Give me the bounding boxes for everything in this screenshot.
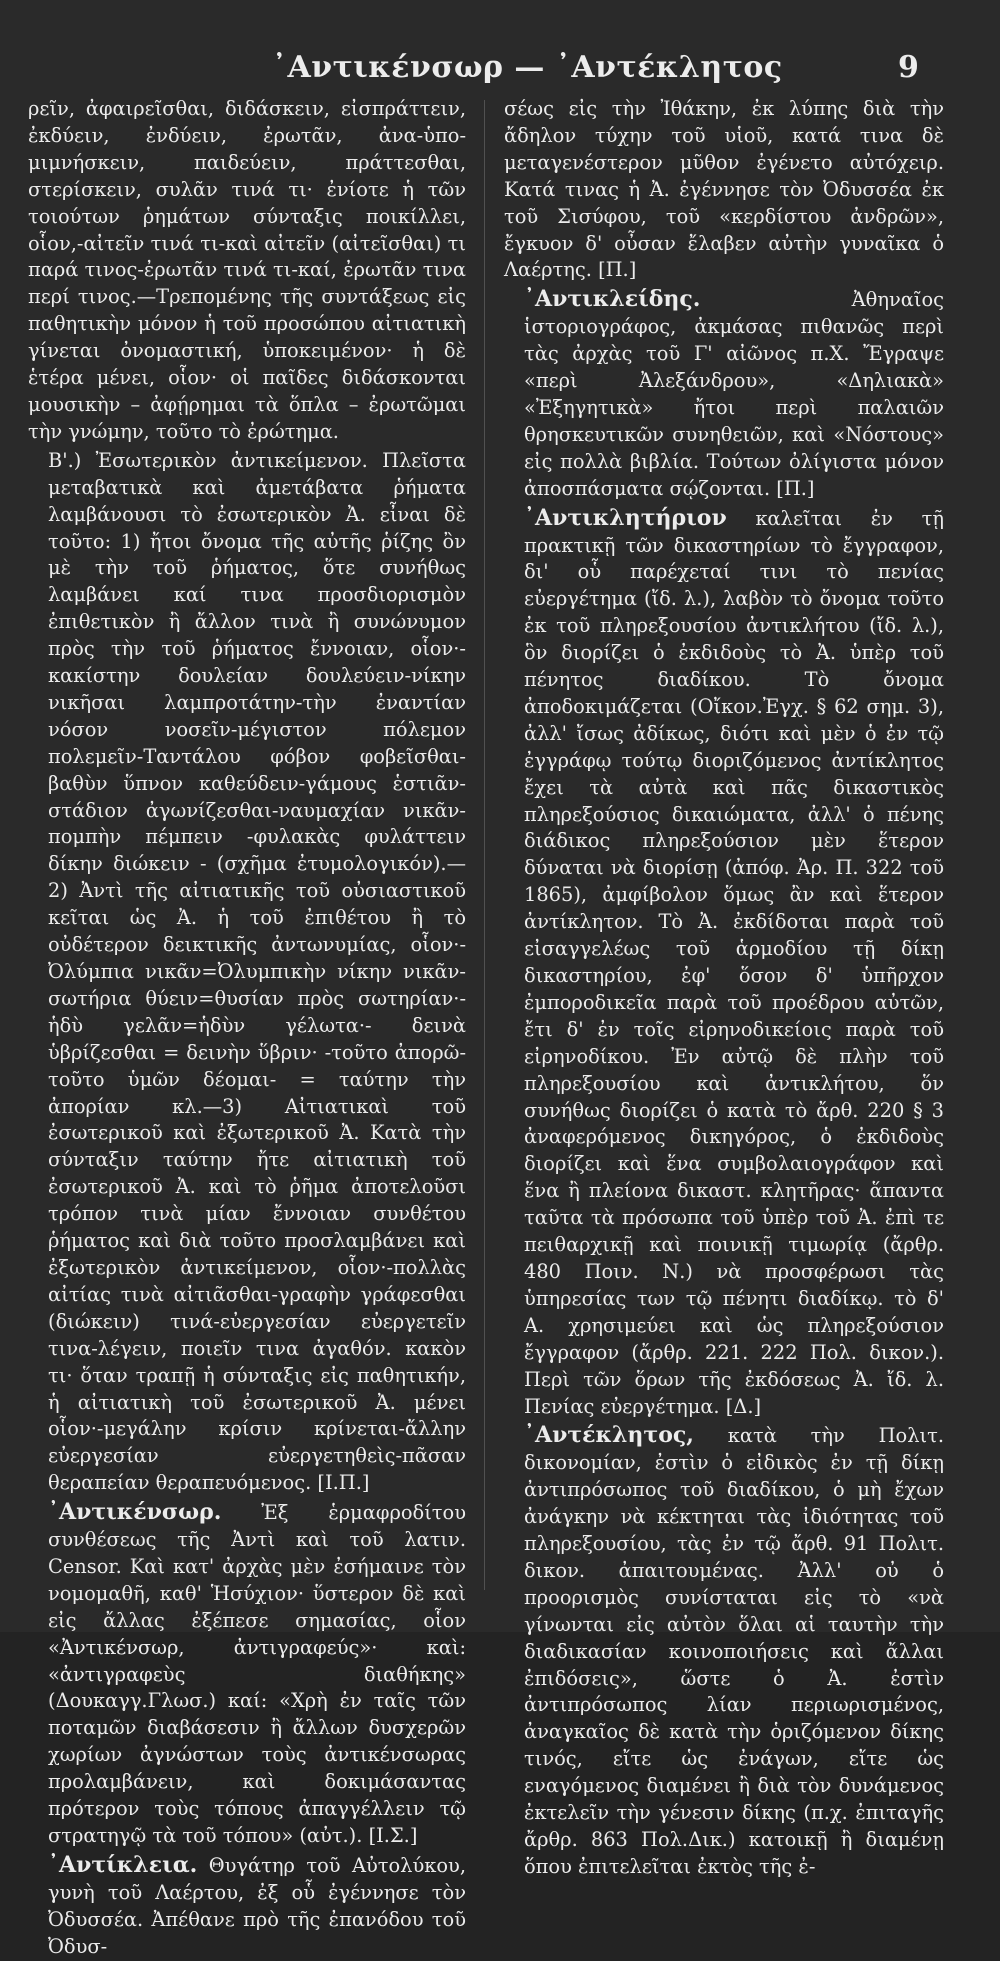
entry-body: Ἀθηναῖος ἱστοριογράφος, ἀκμάσας πιθανῶς περὶ τὰς ἀρχὰς τοῦ Γ' αἰῶνος π.Χ. Ἔγραψε «περὶ Ἀλεξάνδρου», «Δηλιακὰ» «Ἐξηγητικὰ» ἤτοι περὶ παλαιῶν θρησκευτικῶν συνηθειῶν, καὶ «Νόστους» εἰς πολλὰ βιβλία. Τούτων ὀλίγιστα μόνον ἀποσπάσματα σῴζονται. [Π.] [524, 288, 944, 500]
column-divider [484, 100, 485, 1590]
entry-body: Θυγάτηρ τοῦ Αὐτολύκου, γυνὴ τοῦ Λαέρτου, ἐξ οὗ ἐγέννησε τὸν Ὀδυσσέα. Ἀπέθανε πρὸ τῆς ἐπανόδου τοῦ Ὀδυσ- [48, 1853, 466, 1958]
entry-body: κατὰ τὴν Πολιτ. δικονομίαν, ἐστὶν ὁ εἰδικὸς ἐν τῇ δίκῃ ἀντιπρόσωπος τοῦ διαδίκου, ὁ μὴ ἔχων ἀνάγκην νὰ κέκτηται τὰς ἰδιότητας τοῦ πληρεξουσίου, τὰς ἐν τῷ ἄρθ. 91 Πολιτ. δικον. ἀπαιτουμένας. Ἀλλ' οὐ ὁ προορισμὸς συνίσταται εἰς τὸ «νὰ γίνωνται εἰς αὐτὸν ὅλαι αἱ ταυτὴν τὴν διαδικασίαν κοινοποιήσεις καὶ ἄλλαι ἐπιδόσεις», ὥστε ὁ Ἀ. ἐστὶν ἀντιπρόσωπος λίαν περιωρισμένος, ἀναγκαῖος δὲ κατὰ τὴν ὁριζόμενον δίκης τινός, εἴτε ὡς ἐνάγων, εἴτε ὡς εναγόμενος διαμένει ἢ διὰ τὸν δυνάμενος ἐκτελεῖν τὴν γένεσιν δίκης (π.χ. ἐπιταγῆς ἄρθρ. 863 Πολ.Δικ.) κατοικῇ ἢ διαμένῃ ὅπου ἐπιτελεῖται ἐκτὸς τῆς ἐ- [524, 1424, 944, 1878]
entry-body: καλεῖται ἐν τῇ πρακτικῇ τῶν δικαστηρίων τὸ ἔγγραφον, δι' οὗ παρέχεταί τινι τὸ πενίας εὐεργέτημα (ἴδ. λ.), λαβὸν τὸ ὄνομα τοῦτο ἐκ τοῦ πληρεξουσίου ἀντικλήτου (ἴδ. λ.), ὃν διορίζει ὁ ἐκδιδοὺς τὸ Ἀ. ὑπὲρ τοῦ πένητος διαδίκου. Τὸ ὄνομα ἀποδοκιμάζεται (Οἴκον.Ἐγχ. § 62 σημ. 3), ἀλλ' ἴσως ἀδίκως, διότι καὶ μὲν ὁ ἐν τῷ ἐγγράφῳ τούτῳ διοριζόμενος ἀντίκλητος ἔχει τὰ αὐτὰ καὶ πᾶς δικαστικὸς πληρεξούσιος δικαιώματα, ἀλλ' ὁ πένης διάδικος πληρεξούσιον μὲν ἕτερον δύναται νὰ διορίσῃ (ἀπόφ. Ἀρ. Π. 322 τοῦ 1865), ἀμφίβολον ὅμως ἂν καὶ ἕτερον ἀντίκλητον. Τὸ Ἀ. ἐκδίδοται παρὰ τοῦ εἰσαγγελέως τοῦ ἁρμοδίου τῇ δίκῃ δικαστηρίου, ἐφ' ὅσον δ' ὑπῆρχον ἐμποροδικεῖα παρὰ τοῦ προέδρου αὐτῶν, ἔτι δ' ἐν τοῖς εἰρηνοδικείοις παρὰ τοῦ εἰρηνοδίκου. Ἐν αὐτῷ δὲ πλὴν τοῦ πληρεξουσίου καὶ ἀντικλήτου, ὅν συνήθως διορίζει ὁ κατὰ τὸ ἄρθ. 220 § 3 ἀναφερόμενος δικηγόρος, ὁ ἐκδιδοὺς διορίζει καὶ ἕνα συμβολαιογράφον καὶ ἕνα ἢ πλείονα δικαστ. κλητῆρας· ἅπαντα ταῦτα τὰ πρόσωπα τοῦ ὑπὲρ τοῦ Ἀ. ἐπὶ τε πειθαρχικῇ καὶ ποινικῇ τιμωρίᾳ (ἄρθρ. 480 Ποιν. Ν.) νὰ προσφέρωσι τὰς ὑπηρεσίας των τῷ πένητι διαδίκῳ. τὸ δ' Α. χρησιμεύει καὶ ὡς πληρεξούσιον ἔγγραφον (ἄρθρ. 221. 222 Πολ. δικον.). Περὶ τῶν ὅρων τῆς ἐκδόσεως Ἀ. ἴδ. λ. Πενίας εὐεργέτημα. [Δ.] [524, 506, 944, 1418]
entry-headword: ᾽Αντικένσωρ. [48, 1499, 222, 1526]
entry-antikleides [504, 286, 944, 502]
entry-antikletērion [504, 505, 944, 1421]
left-column [28, 96, 466, 1958]
entry-anteklētos [504, 1422, 944, 1880]
entry-headword: ᾽Αντικλητήριον [524, 504, 727, 531]
entry-antikleia [28, 1852, 466, 1961]
page-number: 9 [898, 50, 919, 85]
entry-continuation-paragraph: ρεῖν, ἀφαιρεῖσθαι, διδάσκειν, εἰσπράττειν, ἐκδύειν, ἐνδύειν, ἐρωτᾶν, ἀνα-ὑπο-μιμνήσκειν, παιδεύειν, πράττεσθαι, στερίσκειν, συλᾶν τινά τι· ἐνίοτε ἡ τῶν τοιούτων ῥημάτων σύνταξις ποικίλλει, οἷον,-αἰτεῖν τινά τι-καὶ αἰτεῖν (αἰτεῖσθαι) τι παρά τινος-ἐρωτᾶν τινά τι-καί, ἐρωτᾶν τινα περί τινος.—Τρεπομένης τῆς συντάξεως εἰς παθητικὴν μόνον ἡ τοῦ προσώπου αἰτιατικὴ γίνεται ὀνομαστική, ὑποκειμένον· ἡ δὲ ἑτέρα μένει, οἷον· οἱ παῖδες διδάσκονται μουσικὴν – ἀφῄρημαι τὰ ὅπλα – ἐρωτῶμαι τὴν γνώμην, τοῦτο τὸ ἐρώτημα. [28, 97, 466, 443]
entry-section-b-paragraph: Β'.) Ἐσωτερικὸν ἀντικείμενον. Πλεῖστα μεταβατικὰ καὶ ἀμετάβατα ῥήματα λαμβάνουσι τὸ ἐσωτερικὸν Ἀ. εἶναι δὲ τοῦτο: 1) ἤτοι ὄνομα τῆς αὐτῆς ῥίζης ὂν μὲ τὴν τοῦ ῥήματος, ὅτε συνήθως λαμβάνει καί τινα προσδιορισμὸν ἐπιθετικὸν ἢ ἄλλον τινὰ ἢ συνώνυμον πρὸς τὴν τοῦ ῥήματος ἔννοιαν, οἷον·-κακίστην δουλείαν δουλεύειν-νίκην νικῆσαι λαμπροτάτην-τὴν ἐναντίαν νόσον νοσεῖν-μέγιστον πόλεμον πολεμεῖν-Ταντάλου φόβον φοβεῖσθαι-βαθὺν ὕπνον καθεύδειν-γάμους ἑστιᾶν-στάδιον ἀγωνίζεσθαι-ναυμαχίαν νικᾶν-πομπὴν πέμπειν -φυλακὰς φυλάττειν δίκην διώκειν - (σχῆμα ἐτυμολογικόν).— 2) Ἀντὶ τῆς αἰτιατικῆς τοῦ οὐσιαστικοῦ κεῖται ὡς Ἀ. ἡ τοῦ ἐπιθέτου ἢ τὸ οὐδέτερον δεικτικῆς ἀντωνυμίας, οἷον·-Ὀλύμπια νικᾶν=Ὀλυμπικὴν νίκην νικᾶν-σωτήρια θύειν=θυσίαν πρὸς σωτηρίαν·-ἡδὺ γελᾶν=ἡδὺν γέλωτα·- δεινὰ ὑβρίζεσθαι = δεινὴν ὕβριν· -τοῦτο ἀπορῶ-τοῦτο ὑμῶν δέομαι- = ταύτην τὴν ἀπορίαν κλ.—3) Αἰτιατικαὶ τοῦ ἐσωτερικοῦ καὶ ἐξωτερικοῦ Ἀ. Κατὰ τὴν σύνταξιν ταύτην ἤτε αἰτιατικὴ τοῦ ἐσωτερικοῦ Ἀ. καὶ τὸ ῥῆμα ἀποτελοῦσι τρόπον τινὰ μίαν ἔννοιαν συνθέτου ῥήματος καὶ διὰ τοῦτο προσλαμβάνει καὶ ἐξωτερικὸν ἀντικείμενον, οἷον·-πολλὰς αἰτίας τινὰ αἰτιᾶσθαι-γραφὴν γράφεσθαι (διώκειν) τινά-εὐεργεσίαν εὐεργετεῖν τινα-λέγειν, ποιεῖν τινα ἀγαθόν. κακὸν τι· ὅταν τραπῇ ἡ σύνταξις εἰς παθητικήν, ἡ αἰτιατικὴ τοῦ ἐσωτερικοῦ Ἀ. μένει οἷον·-μεγάλην κρίσιν κρίνεται-ἄλλην εὐεργεσίαν εὐεργετηθεὶς-πᾶσαν θεραπείαν θεραπευόμενος. [Ι.Π.] [48, 448, 466, 1495]
running-header [0, 50, 1000, 94]
entry-antikensor [28, 1499, 466, 1850]
right-column [504, 96, 944, 1878]
entry-headword: ᾽Αντέκλητος, [524, 1422, 694, 1449]
entry-headword: ᾽Αντίκλεια. [48, 1851, 198, 1878]
entry-headword: ᾽Αντικλείδης. [524, 286, 701, 313]
entry-continuation-paragraph: σέως εἰς τὴν Ἰθάκην, ἐκ λύπης διὰ τὴν ἄδηλον τύχην τοῦ υἱοῦ, κατά τινα δὲ μεταγενέστερον μῦθον ἐγένετο αὐτόχειρ. Κατά τινας ἡ Ἀ. ἐγέννησε τὸν Ὀδυσσέα ἐκ τοῦ Σισύφου, τοῦ «κερδίστου ἀνδρῶν», ἔγκυον δ' οὖσαν ἔλαβεν αὐτὴν γυναῖκα ὁ Λαέρτης. [Π.] [504, 97, 944, 282]
header-title: ᾽Αντικένσωρ — ᾽Αντέκλητος [272, 50, 783, 85]
entry-body: Ἐξ ἑρμαφροδίτου συνθέσεως τῆς Ἀντὶ καὶ τοῦ λατιν. Censor. Καὶ κατ' ἀρχὰς μὲν ἐσήμαινε τὸν νομομαθῆ, καθ' Ἡσύχιον· ὕστερον δὲ καὶ εἰς ἄλλας ἐξέπεσε σημασίας, οἷον «Ἀντικένσωρ, ἀντιγραφεύς»· καὶ: «ἀντιγραφεὺς διαθήκης» (Δουκαγγ.Γλωσ.) καί: «Χρὴ ἐν ταῖς τῶν ποταμῶν διαβάσεσιν ἢ ἄλλων δυσχερῶν χωρίων ἀγνώστων τοὺς ἀντικένσωρας προλαμβάνειν, καὶ δοκιμάσαντας πρότερον τοὺς τόπους ἀπαγγέλλειν τῷ στρατηγῷ τὰ τοῦ τόπου» (αὐτ.). [Ι.Σ.] [48, 1501, 466, 1847]
